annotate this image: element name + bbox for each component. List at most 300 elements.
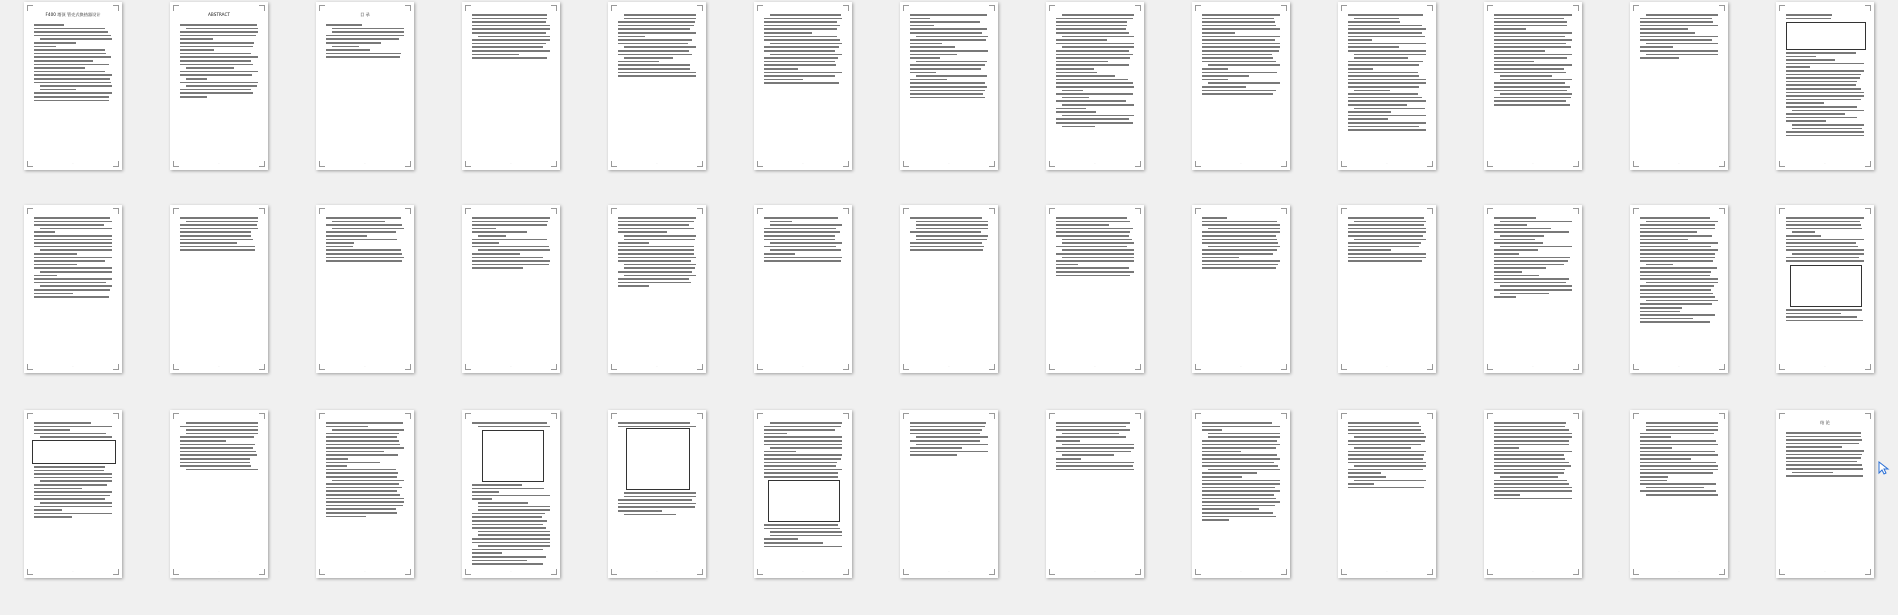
text-line	[1354, 90, 1390, 92]
text-line	[1494, 46, 1571, 48]
page-thumbnail[interactable]	[1484, 205, 1582, 373]
text-line	[1640, 57, 1679, 59]
text-line	[1348, 104, 1407, 106]
text-line	[1494, 275, 1539, 277]
page-thumbnail[interactable]	[316, 205, 414, 373]
text-line	[1348, 21, 1400, 23]
crop-mark	[843, 413, 849, 419]
text-line	[1056, 235, 1129, 237]
text-line	[1348, 61, 1423, 63]
page-thumbnail[interactable]	[1192, 2, 1290, 170]
text-line	[1786, 239, 1864, 241]
text-line	[472, 560, 527, 562]
text-line	[1500, 476, 1558, 478]
text-line	[1056, 246, 1127, 248]
text-line	[478, 506, 550, 508]
text-line	[180, 82, 258, 84]
text-line	[910, 246, 984, 248]
text-line	[332, 46, 359, 48]
text-line	[910, 429, 982, 431]
text-line	[34, 422, 91, 424]
text-line	[764, 235, 835, 237]
text-line	[472, 491, 499, 493]
text-line	[1494, 253, 1519, 255]
page-number-marker: ·	[1386, 569, 1388, 573]
text-line	[1494, 264, 1564, 266]
page-thumbnail[interactable]	[170, 205, 268, 373]
text-line	[1062, 90, 1083, 92]
text-line	[1786, 454, 1862, 456]
page-thumbnail[interactable]	[754, 205, 852, 373]
text-line	[326, 24, 362, 26]
text-line	[1494, 433, 1572, 435]
text-line	[1056, 224, 1109, 226]
text-line	[34, 71, 105, 73]
crop-mark	[697, 413, 703, 419]
text-line	[34, 506, 112, 508]
page-number-marker: ·	[656, 569, 658, 573]
text-line	[1056, 118, 1129, 120]
text-line	[1494, 224, 1527, 226]
page-number-marker: ·	[656, 364, 658, 368]
page-thumbnail[interactable]	[170, 410, 268, 578]
text-line	[764, 253, 795, 255]
page-thumbnail[interactable]	[1776, 205, 1874, 373]
crop-mark	[1195, 5, 1201, 11]
text-line	[1786, 475, 1863, 477]
text-line	[764, 542, 823, 544]
text-line	[1494, 217, 1536, 219]
page-heading: ABSTRACT	[208, 12, 230, 17]
page-thumbnail[interactable]	[1630, 2, 1728, 170]
text-line	[764, 79, 803, 81]
text-line	[624, 235, 696, 237]
text-line	[1062, 36, 1134, 38]
text-line	[332, 480, 404, 482]
text-line	[326, 516, 366, 518]
page-number-marker: ·	[1240, 569, 1242, 573]
text-line	[1202, 231, 1280, 233]
text-line	[1202, 217, 1227, 219]
text-line	[910, 57, 940, 59]
text-line	[1792, 128, 1862, 130]
crop-mark	[113, 5, 119, 11]
page-number-marker: ·	[1094, 569, 1096, 573]
crop-mark	[989, 413, 995, 419]
text-line	[1640, 307, 1682, 309]
text-line	[618, 224, 689, 226]
page-number-marker: ·	[218, 569, 220, 573]
crop-mark	[1135, 208, 1141, 214]
text-line	[1786, 457, 1861, 459]
text-line	[326, 498, 404, 500]
text-line	[1494, 422, 1566, 424]
text-line	[1056, 221, 1130, 223]
text-line	[472, 556, 546, 558]
text-line	[1786, 316, 1857, 318]
text-line	[618, 422, 690, 424]
text-line	[472, 54, 519, 56]
page-thumbnail[interactable]	[1484, 410, 1582, 578]
text-line	[1208, 228, 1280, 230]
text-line	[764, 72, 842, 74]
text-line	[1500, 285, 1572, 287]
text-line	[910, 32, 982, 34]
page-number-marker: ·	[802, 364, 804, 368]
text-line	[186, 85, 257, 87]
text-line	[472, 21, 546, 23]
text-line	[1494, 498, 1572, 500]
page-thumbnail[interactable]	[1046, 2, 1144, 170]
text-line	[472, 224, 547, 226]
text-line	[326, 508, 396, 510]
crop-mark	[173, 413, 179, 419]
crop-mark	[1341, 208, 1347, 214]
text-line	[478, 426, 550, 428]
text-line	[1786, 235, 1821, 237]
page-number-marker: ·	[1094, 364, 1096, 368]
text-line	[916, 228, 988, 230]
page-number-marker: ·	[1824, 161, 1826, 165]
page-thumbnail[interactable]	[316, 2, 414, 170]
page-number-marker: ·	[218, 364, 220, 368]
text-line	[1208, 64, 1280, 66]
page-thumbnail[interactable]	[1338, 410, 1436, 578]
text-line	[618, 231, 667, 233]
text-line	[1056, 271, 1134, 273]
text-line	[472, 484, 522, 486]
page-thumbnail[interactable]	[1192, 205, 1290, 373]
text-line	[1056, 64, 1129, 66]
text-line	[1640, 469, 1718, 471]
text-line	[1494, 487, 1572, 489]
text-line	[186, 433, 258, 435]
page-thumbnail[interactable]	[1046, 205, 1144, 373]
text-line	[1494, 57, 1567, 59]
text-line	[1348, 440, 1425, 442]
text-line	[1640, 490, 1716, 492]
text-line	[1348, 50, 1426, 52]
text-line	[1348, 118, 1388, 120]
text-line	[1208, 433, 1280, 435]
page-thumbnail[interactable]	[1484, 2, 1582, 170]
text-line	[1786, 221, 1860, 223]
text-line	[1640, 28, 1688, 30]
text-line	[1640, 21, 1713, 23]
text-line	[770, 535, 842, 537]
text-line	[910, 451, 988, 453]
text-line	[326, 224, 402, 226]
page-thumbnail[interactable]	[1338, 2, 1436, 170]
page-thumbnail[interactable]	[462, 2, 560, 170]
text-line	[1348, 129, 1426, 131]
text-line	[34, 53, 106, 55]
text-line	[472, 264, 549, 266]
text-line	[472, 57, 547, 59]
text-line	[764, 28, 837, 30]
text-line	[618, 257, 696, 259]
page-thumbnail[interactable]	[24, 2, 122, 170]
text-line	[34, 466, 105, 468]
text-line	[1056, 267, 1129, 269]
text-line	[1494, 97, 1571, 99]
text-line	[1640, 318, 1693, 320]
text-line	[1494, 454, 1564, 456]
text-line	[618, 506, 695, 508]
text-line	[180, 74, 252, 76]
crop-mark	[465, 208, 471, 214]
page-thumbnail[interactable]	[24, 410, 122, 578]
page-number-marker: ·	[1532, 364, 1534, 368]
page-thumbnail[interactable]	[24, 205, 122, 373]
text-line	[1494, 465, 1571, 467]
text-line	[1646, 14, 1718, 16]
text-line	[1202, 505, 1275, 507]
text-line	[1646, 282, 1718, 284]
crop-mark	[405, 413, 411, 419]
crop-mark	[1135, 413, 1141, 419]
text-line	[1056, 111, 1096, 113]
text-line	[1202, 25, 1276, 27]
text-line	[34, 296, 109, 298]
text-line	[1494, 43, 1566, 45]
text-line	[764, 469, 842, 471]
page-thumbnail[interactable]	[754, 2, 852, 170]
text-line	[1640, 235, 1712, 237]
text-line	[1646, 494, 1718, 496]
text-line	[326, 217, 401, 219]
text-line	[472, 520, 547, 522]
text-line	[34, 289, 110, 291]
text-line	[910, 82, 985, 84]
text-line	[1640, 285, 1714, 287]
text-line	[1500, 75, 1552, 77]
text-line	[1202, 90, 1276, 92]
text-line	[180, 451, 256, 453]
text-line	[764, 476, 838, 478]
text-line	[34, 64, 109, 66]
text-line	[34, 488, 82, 490]
page-number-marker: ·	[656, 161, 658, 165]
text-line	[1056, 264, 1078, 266]
text-line	[1354, 221, 1426, 223]
text-line	[1494, 289, 1572, 291]
page-number-marker: ·	[1386, 161, 1388, 165]
text-line	[1640, 278, 1718, 280]
text-line	[326, 476, 397, 478]
text-line	[770, 224, 842, 226]
text-line	[618, 221, 694, 223]
page-thumbnail[interactable]	[316, 410, 414, 578]
text-line	[1348, 75, 1419, 77]
text-line	[326, 239, 397, 241]
crop-mark	[1487, 413, 1493, 419]
text-line	[1786, 461, 1857, 463]
page-thumbnail[interactable]	[1630, 410, 1728, 578]
text-line	[1494, 18, 1564, 20]
page-thumbnail[interactable]	[1776, 2, 1874, 170]
text-line	[326, 242, 354, 244]
page-thumbnail[interactable]	[1630, 205, 1728, 373]
text-line	[1494, 483, 1569, 485]
text-line	[1640, 249, 1718, 251]
text-line	[472, 257, 543, 259]
text-line	[1202, 221, 1277, 223]
text-line	[180, 231, 251, 233]
crop-mark	[319, 413, 325, 419]
crop-mark	[1049, 208, 1055, 214]
text-line	[618, 32, 696, 34]
text-line	[1494, 25, 1567, 27]
text-line	[618, 36, 645, 38]
text-line	[1348, 217, 1424, 219]
text-line	[40, 436, 112, 438]
text-line	[1202, 487, 1275, 489]
text-line	[764, 75, 835, 77]
text-line	[1494, 228, 1551, 230]
text-line	[1056, 82, 1133, 84]
text-line	[1640, 458, 1691, 460]
text-line	[1640, 257, 1715, 259]
text-line	[1056, 451, 1131, 453]
crop-mark	[1487, 5, 1493, 11]
text-line	[326, 483, 399, 485]
text-line	[618, 510, 662, 512]
text-line	[180, 242, 237, 244]
page-thumbnail[interactable]	[1046, 410, 1144, 578]
text-line	[34, 96, 109, 98]
crop-mark	[1195, 413, 1201, 419]
text-line	[1354, 465, 1426, 467]
text-line	[326, 444, 400, 446]
text-line	[618, 503, 696, 505]
text-line	[40, 85, 112, 87]
text-line	[326, 512, 397, 514]
page-thumbnail[interactable]	[608, 410, 706, 578]
text-line	[180, 246, 255, 248]
text-line	[910, 90, 985, 92]
text-line	[1792, 110, 1864, 112]
text-line	[34, 46, 56, 48]
crop-mark	[1341, 413, 1347, 419]
text-line	[1786, 468, 1863, 470]
text-line	[1202, 458, 1280, 460]
text-line	[618, 72, 696, 74]
text-line	[1348, 228, 1426, 230]
text-line	[1056, 18, 1133, 20]
text-line	[1056, 458, 1081, 460]
crop-mark	[1281, 413, 1287, 419]
crop-mark	[757, 5, 763, 11]
text-line	[1640, 321, 1710, 323]
text-line	[1062, 444, 1134, 446]
text-line	[770, 14, 841, 16]
page-thumbnail[interactable]	[900, 205, 998, 373]
text-line	[1646, 221, 1718, 223]
text-line	[1354, 436, 1426, 438]
text-line	[624, 275, 696, 277]
text-line	[764, 239, 835, 241]
text-line	[1056, 469, 1134, 471]
text-line	[1348, 64, 1419, 66]
text-line	[910, 440, 980, 442]
text-line	[1494, 271, 1522, 273]
text-line	[1062, 249, 1134, 251]
page-thumbnail[interactable]	[608, 2, 706, 170]
text-line	[764, 246, 836, 248]
text-line	[1500, 235, 1544, 237]
crop-mark	[611, 413, 617, 419]
text-line	[1786, 120, 1826, 122]
page-thumbnail[interactable]	[754, 410, 852, 578]
text-line	[1348, 260, 1422, 262]
text-line	[1348, 458, 1423, 460]
text-line	[180, 458, 250, 460]
text-line	[34, 231, 55, 233]
text-line	[910, 231, 981, 233]
crop-mark	[1049, 5, 1055, 11]
crop-mark	[1341, 5, 1347, 11]
text-line	[1494, 494, 1520, 496]
crop-mark	[611, 5, 617, 11]
page-thumbnail[interactable]	[900, 410, 998, 578]
text-line	[1786, 117, 1857, 119]
text-line	[180, 440, 226, 442]
page-thumbnail[interactable]	[1776, 410, 1874, 578]
text-line	[1786, 432, 1861, 434]
text-line	[1208, 436, 1280, 438]
text-line	[1646, 300, 1718, 302]
page-thumbnail[interactable]	[900, 2, 998, 170]
text-line	[478, 534, 550, 536]
crop-mark	[1779, 5, 1785, 11]
page-thumbnail[interactable]	[462, 410, 560, 578]
text-line	[764, 32, 812, 34]
page-thumbnail[interactable]	[462, 205, 560, 373]
text-line	[1494, 257, 1570, 259]
page-thumbnail[interactable]	[1192, 410, 1290, 578]
crop-mark	[551, 5, 557, 11]
text-line	[1348, 224, 1424, 226]
text-line	[910, 50, 988, 52]
text-line	[472, 549, 543, 551]
text-line	[1056, 436, 1126, 438]
text-line	[34, 429, 70, 431]
text-line	[472, 18, 547, 20]
page-number-marker: ·	[1824, 569, 1826, 573]
text-line	[1786, 63, 1864, 65]
text-line	[34, 242, 112, 244]
text-line	[180, 49, 214, 51]
text-line	[34, 484, 107, 486]
text-line	[1786, 70, 1864, 72]
text-line	[764, 538, 798, 540]
crop-mark	[611, 208, 617, 214]
text-line	[764, 57, 838, 59]
text-line	[180, 42, 254, 44]
text-line	[1202, 494, 1274, 496]
text-line	[1202, 465, 1278, 467]
text-line	[1640, 32, 1695, 34]
page-thumbnail[interactable]	[608, 205, 706, 373]
text-line	[1640, 267, 1717, 269]
page-thumbnail[interactable]	[1338, 205, 1436, 373]
crop-mark	[1487, 208, 1493, 214]
page-thumbnail[interactable]	[170, 2, 268, 170]
page-number-marker: ·	[948, 569, 950, 573]
text-line	[1348, 126, 1419, 128]
page-number-marker: ·	[948, 364, 950, 368]
